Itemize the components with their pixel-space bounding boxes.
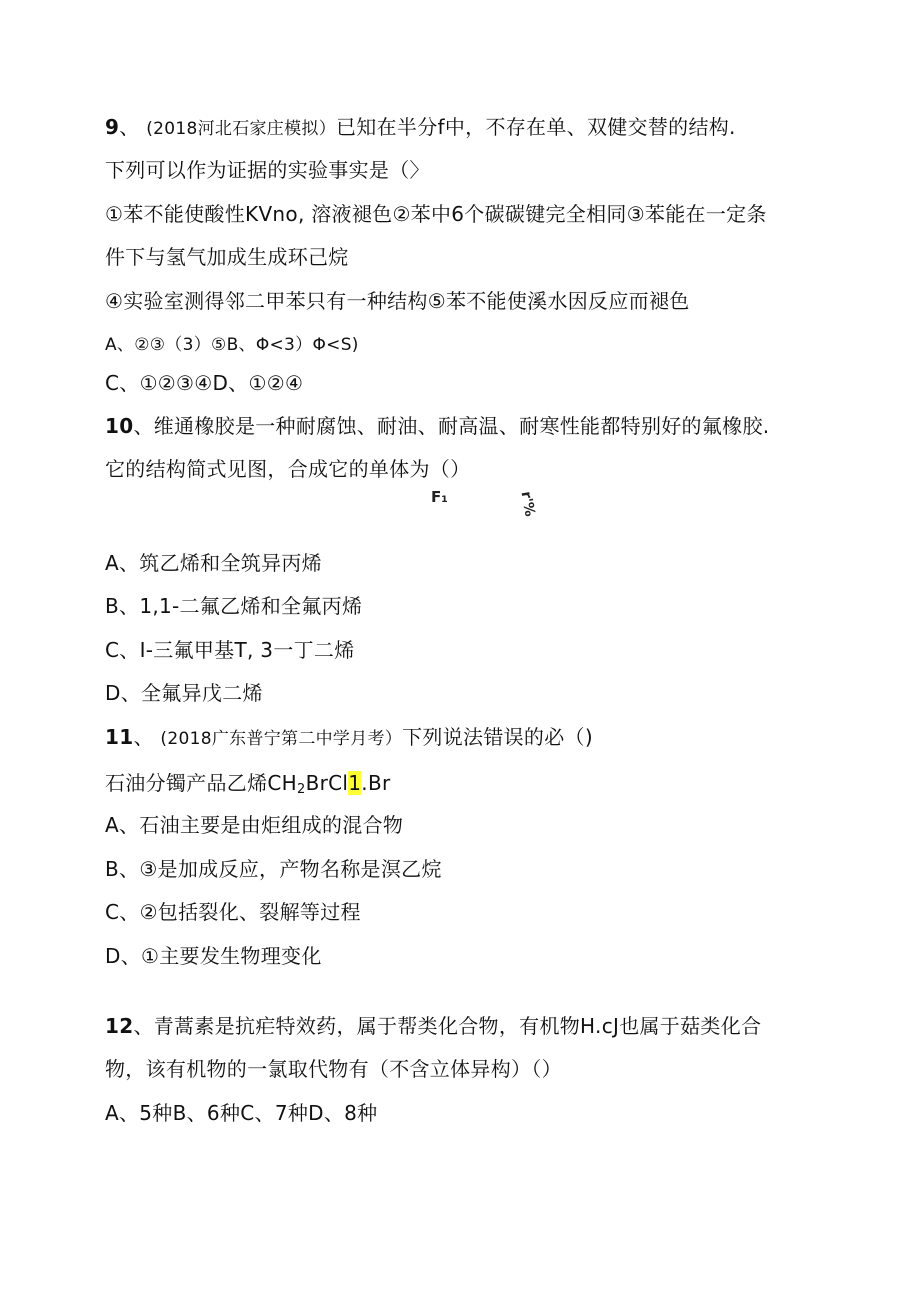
scheme-highlight: 1	[348, 771, 362, 795]
question-facts-line: ①苯不能使酸性KVno, 溶液褪色②苯中6个碳碳键完全相同③苯能在一定条	[105, 202, 767, 226]
question-separator: 、	[133, 414, 154, 438]
question-options-line: A、②③（3）⑤B、Φ<3）Φ<S)	[105, 335, 359, 355]
question-stem-line: 物，该有机物的一氯取代物有（不含立体异构）（）	[105, 1057, 562, 1081]
structure-figure-label-right: r'%	[517, 490, 538, 518]
question-stem: 青蒿素是抗疟特效药，属于帮类化合物，有机物H.cJ也属于菇类化合	[153, 1014, 762, 1038]
option-b: B、1,1-二氟乙烯和全氟丙烯	[105, 594, 363, 618]
question-12-header	[105, 1013, 761, 1039]
question-separator: 、	[133, 725, 154, 749]
option-d: D、全氟异戊二烯	[105, 681, 263, 705]
question-number: 9	[105, 115, 120, 139]
scheme-text: .Br	[361, 771, 391, 795]
question-source: (2018广东普宁第二中学月考）	[160, 729, 403, 749]
question-stem-line: 下列可以作为证据的实验事实是（〉	[105, 158, 430, 182]
question-stem-line: 它的结构简式见图，合成它的单体为（）	[105, 457, 471, 481]
question-10-header	[105, 413, 769, 439]
option-a: A、石油主要是由炬组成的混合物	[105, 813, 404, 837]
question-stem: 维通橡胶是一种耐腐蚀、耐油、耐高温、耐寒性能都特别好的氟橡胶.	[153, 414, 770, 438]
question-separator: 、	[133, 1014, 154, 1038]
option-b: B、③是加成反应，产物名称是溟乙烷	[105, 857, 442, 881]
question-facts-line: 件下与氢气加成生成环己烷	[105, 245, 349, 269]
question-stem: 已知在半分f中，不存在单、双健交替的结构.	[336, 115, 736, 139]
question-facts-line: ④实验室测得邻二甲苯只有一种结构⑤苯不能使溪水因反应而褪色	[105, 289, 690, 313]
question-separator: 、	[119, 115, 140, 139]
question-number: 12	[105, 1014, 134, 1038]
question-number: 11	[105, 725, 134, 749]
option-c: C、I-三氟甲基T, 3一丁二烯	[105, 638, 355, 662]
option-a: A、筑乙烯和全筑异丙烯	[105, 551, 322, 575]
scheme-text: 石油分镯产品乙烯CH	[105, 771, 298, 795]
question-options-line: C、①②③④D、①②④	[105, 371, 304, 395]
question-number: 10	[105, 414, 134, 438]
question-source: (2018河北石家庄模拟）	[146, 119, 336, 139]
option-d: D、①主要发生物理变化	[105, 944, 322, 968]
question-options-line: A、5种B、6种C、7种D、8种	[105, 1101, 378, 1125]
question-9-header	[105, 114, 736, 142]
scheme-text: BrCl	[305, 771, 349, 795]
option-c: C、②包括裂化、裂解等过程	[105, 900, 361, 924]
scheme-subscript: 2	[297, 782, 306, 797]
structure-figure-label-left: F₁	[431, 488, 448, 506]
question-stem: 下列说法错误的必（)	[402, 725, 593, 749]
reaction-scheme	[105, 770, 391, 803]
question-11-header	[105, 724, 593, 752]
